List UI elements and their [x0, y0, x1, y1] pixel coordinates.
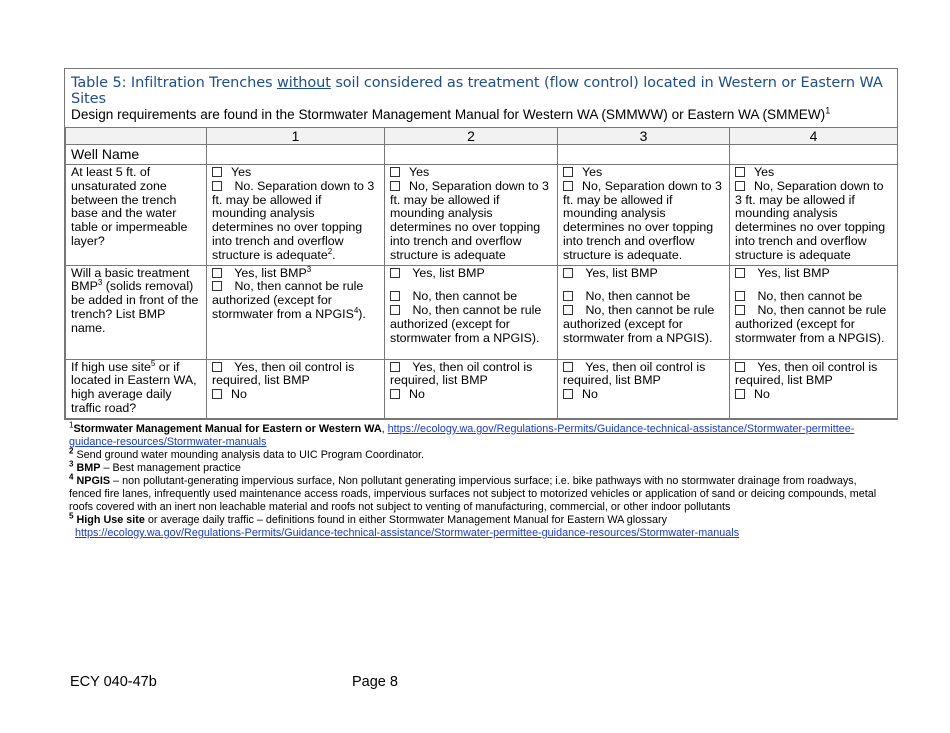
requirements-table	[65, 127, 898, 419]
checkbox-icon[interactable]	[563, 362, 573, 372]
oil-control-col-3: Yes, then oil control is required, list BMP No	[558, 359, 730, 418]
well-name-2[interactable]	[385, 145, 558, 165]
checkbox-icon[interactable]	[735, 181, 745, 191]
separation-question: At least 5 ft. of unsaturated zone between the trench base and the water table or impermeable layer?	[66, 165, 207, 266]
checkbox-icon[interactable]	[563, 291, 573, 301]
checkbox-icon[interactable]	[212, 181, 222, 191]
page-number: Page 8	[352, 674, 398, 690]
separation-col-2: Yes No, Separation down to 3 ft. may be allowed if mounding analysis determines no over topping into trench and overflow structure is adequate	[385, 165, 558, 266]
header-col-1: 1	[207, 128, 385, 145]
treatment-col-1: Yes, list BMP$^3$ No, then cannot be rule authorized (except for stormwater from a NPGIS$^4$).	[207, 265, 385, 359]
design-requirements	[65, 105, 897, 127]
footnote-3: $^3$ BMP – Best management practice	[69, 459, 241, 474]
checkbox-icon[interactable]	[212, 268, 222, 278]
form-table	[64, 68, 898, 420]
design-text: Design requirements are found in the Stormwater Management Manual for Western WA (SMMWW) or Eastern WA (SMMEW)	[71, 107, 826, 122]
title-pre: Table 5: Infiltration Trenches	[71, 75, 277, 91]
well-name-label: Well Name	[66, 145, 207, 165]
header-row	[66, 128, 898, 145]
well-name-3[interactable]	[558, 145, 730, 165]
checkbox-icon[interactable]	[390, 362, 400, 372]
footnote-2: $^2$ Send ground water mounding analysis data to UIC Program Coordinator.	[69, 446, 424, 461]
well-name-4[interactable]	[730, 145, 898, 165]
checkbox-icon[interactable]	[390, 291, 400, 301]
checkbox-icon[interactable]	[735, 305, 745, 315]
oil-control-col-1: Yes, then oil control is required, list BMP No	[207, 359, 385, 418]
treatment-question: Will a basic treatment BMP$^3$ (solids removal) be added in front of the trench? List BMP name.	[66, 265, 207, 359]
checkbox-icon[interactable]	[212, 167, 222, 177]
checkbox-icon[interactable]	[735, 167, 745, 177]
checkbox-icon[interactable]	[212, 281, 222, 291]
well-name-1[interactable]	[207, 145, 385, 165]
separation-col-4: Yes No, Separation down to 3 ft. may be allowed if mounding analysis determines no over topping into trench and overflow structure is adequate	[730, 165, 898, 266]
footnote-5: $^5$ High Use site or average daily traffic – definitions found in either Stormwater Management Manual for Eastern WA glossary https://ecology.wa.gov/Regulations-Permits/Guidance-technical-assistance/Stormwater-permittee-guidance-resources/Stormwater-manuals	[69, 511, 740, 539]
checkbox-icon[interactable]	[563, 268, 573, 278]
checkbox-icon[interactable]	[390, 167, 400, 177]
oil-control-col-2: Yes, then oil control is required, list BMP No	[385, 359, 558, 418]
checkbox-icon[interactable]	[390, 305, 400, 315]
header-col-3: 3	[558, 128, 730, 145]
checkbox-icon[interactable]	[735, 362, 745, 372]
treatment-col-2: Yes, list BMP No, then cannot be No, then cannot be rule authorized (except for stormwater from a NPGIS).	[385, 265, 558, 359]
header-col-2: 2	[385, 128, 558, 145]
checkbox-icon[interactable]	[563, 305, 573, 315]
checkbox-icon[interactable]	[390, 181, 400, 191]
checkbox-icon[interactable]	[563, 389, 573, 399]
header-blank	[66, 128, 207, 145]
checkbox-icon[interactable]	[212, 389, 222, 399]
separation-row	[66, 165, 898, 266]
oil-control-row	[66, 359, 898, 418]
separation-col-3: Yes No, Separation down to 3 ft. may be allowed if mounding analysis determines no over topping into trench and overflow structure is adequate.	[558, 165, 730, 266]
form-id: ECY 040-47b	[70, 674, 157, 690]
checkbox-icon[interactable]	[212, 362, 222, 372]
treatment-col-3: Yes, list BMP No, then cannot be No, then cannot be rule authorized (except for stormwater from a NPGIS).	[558, 265, 730, 359]
checkbox-icon[interactable]	[390, 389, 400, 399]
checkbox-icon[interactable]	[735, 389, 745, 399]
well-name-row	[66, 145, 898, 165]
treatment-col-4: Yes, list BMP No, then cannot be No, then cannot be rule authorized (except for stormwater from a NPGIS).	[730, 265, 898, 359]
footnote-1: $^1$Stormwater Management Manual for Eastern or Western WA, https://ecology.wa.gov/Regulations-Permits/Guidance-technical-assistance/Stormwater-permittee-guidance-resources/Stormwater-manuals	[69, 420, 855, 448]
manuals-link[interactable]: https://ecology.wa.gov/Regulations-Permits/Guidance-technical-assistance/Stormwater-permittee-guidance-resources/Stormwater-manuals	[69, 423, 855, 448]
footnotes	[69, 420, 889, 540]
glossary-link[interactable]: https://ecology.wa.gov/Regulations-Permits/Guidance-technical-assistance/Stormwater-permittee-guidance-resources/Stormwater-manuals	[75, 527, 740, 539]
checkbox-icon[interactable]	[735, 291, 745, 301]
checkbox-icon[interactable]	[563, 181, 573, 191]
oil-control-question: If high use site$^5$ or if located in Eastern WA, high average daily traffic road?	[66, 359, 207, 418]
title-underlined: without	[277, 75, 331, 91]
header-col-4: 4	[730, 128, 898, 145]
design-sup: 1	[825, 105, 831, 116]
table-title	[65, 69, 897, 105]
separation-col-1: Yes No. Separation down to 3 ft. may be allowed if mounding analysis determines no over topping into trench and overflow structure is adequate$^2$.	[207, 165, 385, 266]
oil-control-col-4: Yes, then oil control is required, list BMP No	[730, 359, 898, 418]
footnote-4: $^4$ NPGIS – non pollutant-generating impervious surface, Non pollutant generating impervious surface; i.e. bike pathways with no stormwater drainage from roadways, fenced fire lanes, infrequently used maintenance access roads, impervious surfaces not subject to motorized vehicles or application of sand or deicing compounds, metal roofs covered with an inert non leachable material and roofs not subject to venting of manufacturing, commercial, or other indoor pollutants	[69, 472, 877, 513]
checkbox-icon[interactable]	[735, 268, 745, 278]
treatment-row	[66, 265, 898, 359]
checkbox-icon[interactable]	[390, 268, 400, 278]
checkbox-icon[interactable]	[563, 167, 573, 177]
title-post: soil considered as treatment (flow control) located in Western or Eastern WA Sites	[71, 75, 883, 107]
